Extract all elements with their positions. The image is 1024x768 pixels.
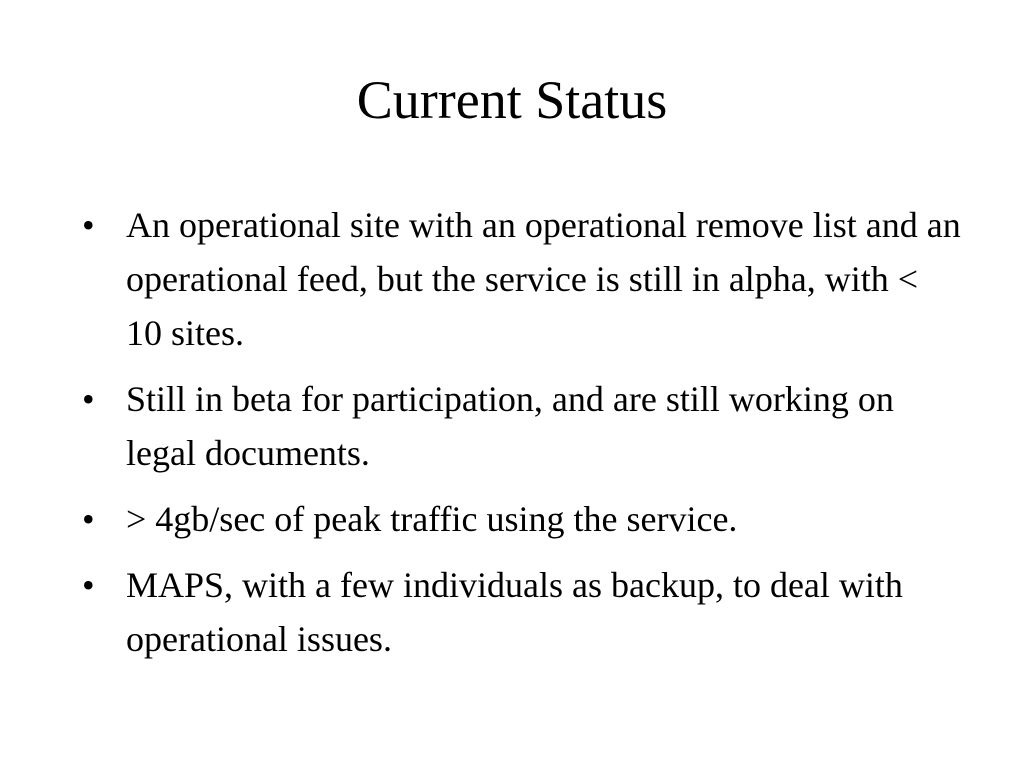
- bullet-dot-icon: •: [82, 565, 95, 605]
- bullet-item: [82, 198, 962, 360]
- bullet-item: [82, 558, 962, 666]
- bullet-text: An operational site with an operational remove list and an operational feed, but the service is still in alpha, with < 10 sites.: [126, 205, 961, 353]
- bullet-text: Still in beta for participation, and are still working on legal documents.: [126, 379, 894, 473]
- bullet-dot-icon: •: [82, 499, 95, 539]
- bullet-list: [82, 198, 962, 678]
- bullet-item: [82, 372, 962, 480]
- bullet-text: > 4gb/sec of peak traffic using the service.: [126, 499, 738, 539]
- bullet-dot-icon: •: [82, 379, 95, 419]
- bullet-dot-icon: •: [82, 205, 95, 245]
- slide-title: Current Status: [356, 70, 668, 130]
- bullet-item: [82, 492, 962, 546]
- bullet-text: MAPS, with a few individuals as backup, to deal with operational issues.: [126, 565, 903, 659]
